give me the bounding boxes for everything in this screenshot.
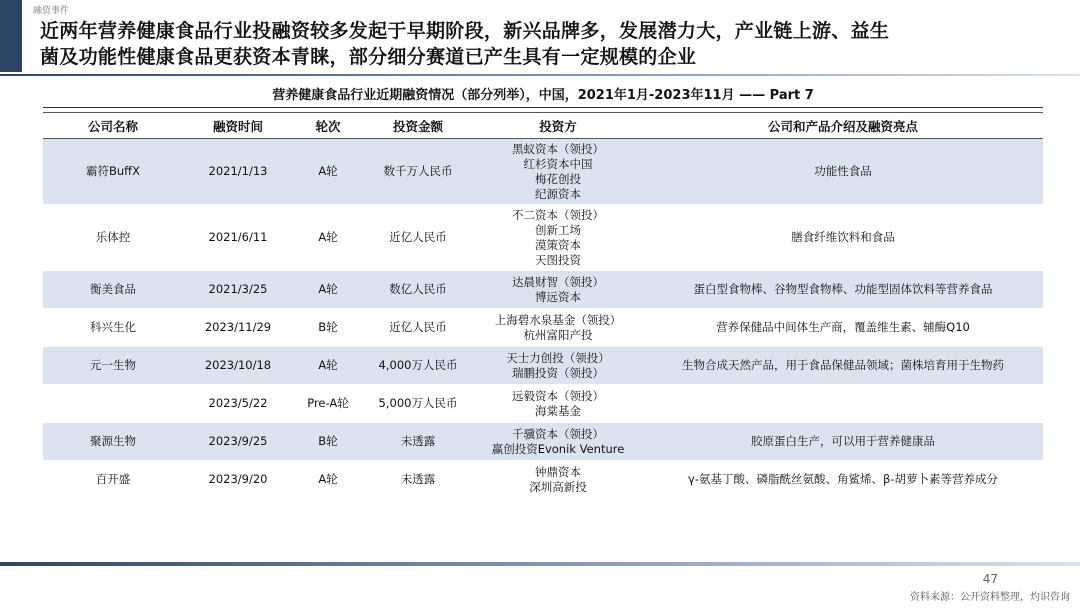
investor: 黑蚁资本（领投） <box>512 141 604 156</box>
cell-round: B轮 <box>293 309 363 347</box>
cell-date: 2023/11/29 <box>183 309 293 347</box>
table-row <box>43 309 1043 347</box>
cell-date: 2023/5/22 <box>183 385 293 423</box>
cell-round: A轮 <box>293 205 363 271</box>
investor: 天图投资 <box>535 252 581 267</box>
title-line-1: 近两年营养健康食品行业投融资较多发起于早期阶段，新兴品牌多，发展潜力大，产业链上游、益生 <box>40 20 890 42</box>
cell-amount: 未透露 <box>363 461 473 499</box>
cell-round: A轮 <box>293 271 363 309</box>
cell-round: A轮 <box>293 139 363 205</box>
cell-investors <box>473 347 643 385</box>
cell-investors <box>473 385 643 423</box>
investor: 海棠基金 <box>535 403 581 418</box>
cell-date: 2023/9/25 <box>183 423 293 461</box>
investor: 漠策资本 <box>535 237 581 252</box>
col-header-investors: 投资方 <box>473 113 643 139</box>
title-divider <box>0 74 1080 76</box>
cell-company: 科兴生化 <box>43 309 183 347</box>
investor: 钟鼎资本 <box>535 464 581 479</box>
cell-amount: 4,000万人民币 <box>363 347 473 385</box>
cell-amount: 近亿人民币 <box>363 205 473 271</box>
cell-investors <box>473 461 643 499</box>
cell-description: 生物合成天然产品，用于食品保健品领域；菌株培育用于生物药 <box>643 347 1043 385</box>
cell-description: 胶原蛋白生产，可以用于营养健康品 <box>643 423 1043 461</box>
col-header-description: 公司和产品介绍及融资亮点 <box>643 113 1043 139</box>
col-header-amount: 投资金额 <box>363 113 473 139</box>
cell-amount: 近亿人民币 <box>363 309 473 347</box>
cell-date: 2021/6/11 <box>183 205 293 271</box>
investor: 千骥资本（领投） <box>512 426 604 441</box>
table-row <box>43 205 1043 271</box>
investor: 创新工场 <box>535 222 581 237</box>
investor: 梅花创投 <box>535 171 581 186</box>
cell-date: 2023/10/18 <box>183 347 293 385</box>
table-row <box>43 271 1043 309</box>
cell-date: 2021/1/13 <box>183 139 293 205</box>
investor: 纪源资本 <box>535 186 581 201</box>
investor: 上海碧水泉基金（领投） <box>494 312 622 327</box>
cell-amount: 数千万人民币 <box>363 139 473 205</box>
cell-round: B轮 <box>293 423 363 461</box>
table-header-row <box>43 113 1043 139</box>
cell-amount: 数亿人民币 <box>363 271 473 309</box>
investor: 杭州富阳产投 <box>523 327 593 342</box>
page-number: 47 <box>982 572 998 586</box>
cell-description: 功能性食品 <box>643 139 1043 205</box>
col-header-round: 轮次 <box>293 113 363 139</box>
investor: 达晨财智（领投） <box>512 274 604 289</box>
cell-description: γ-氨基丁酸、磷脂酰丝氨酸、角鲨烯、β-胡萝卜素等营养成分 <box>643 461 1043 499</box>
cell-company <box>43 385 183 423</box>
cell-investors <box>473 139 643 205</box>
cell-date: 2023/9/20 <box>183 461 293 499</box>
investor: 博远资本 <box>535 289 581 304</box>
page-title <box>40 18 1060 70</box>
investor: 天士力创投（领投） <box>506 350 610 365</box>
caption-divider <box>43 107 1043 108</box>
cell-company: 聚源生物 <box>43 423 183 461</box>
cell-round: Pre-A轮 <box>293 385 363 423</box>
cell-company: 乐体控 <box>43 205 183 271</box>
table-row <box>43 423 1043 461</box>
table-row <box>43 139 1043 205</box>
source-note: 资料来源：公开资料整理，灼识咨询 <box>910 592 1070 603</box>
investor: 不二资本（领投） <box>512 207 604 222</box>
col-header-company: 公司名称 <box>43 113 183 139</box>
cell-round: A轮 <box>293 347 363 385</box>
cell-investors <box>473 271 643 309</box>
investor: 赢创投资Evonik Venture <box>491 441 625 456</box>
cell-investors <box>473 309 643 347</box>
financing-table <box>43 112 1043 499</box>
cell-amount: 未透露 <box>363 423 473 461</box>
investor: 深圳高新投 <box>529 479 587 494</box>
section-tag: 融资事件 <box>33 6 70 16</box>
cell-investors <box>473 205 643 271</box>
cell-company: 霸符BuffX <box>43 139 183 205</box>
table-caption: 营养健康食品行业近期融资情况（部分列举），中国，2021年1月-2023年11月 —— Part 7 <box>272 88 814 103</box>
cell-investors <box>473 423 643 461</box>
title-line-2: 菌及功能性健康食品更获资本青睐，部分细分赛道已产生具有一定规模的企业 <box>40 46 697 68</box>
cell-company: 衡美食品 <box>43 271 183 309</box>
cell-amount: 5,000万人民币 <box>363 385 473 423</box>
cell-company: 百开盛 <box>43 461 183 499</box>
footer-divider <box>0 562 1080 566</box>
cell-description: 蛋白型食物棒、谷物型食物棒、功能型固体饮料等营养食品 <box>643 271 1043 309</box>
table-row <box>43 385 1043 423</box>
table-row <box>43 347 1043 385</box>
cell-company: 元一生物 <box>43 347 183 385</box>
investor: 红杉资本中国 <box>523 156 593 171</box>
cell-date: 2021/3/25 <box>183 271 293 309</box>
table-row <box>43 461 1043 499</box>
cell-description <box>643 385 1043 423</box>
accent-bar <box>0 0 22 72</box>
cell-description: 膳食纤维饮料和食品 <box>643 205 1043 271</box>
investor: 瑞鹏投资（领投） <box>512 365 604 380</box>
investor: 远毅资本（领投） <box>512 388 604 403</box>
cell-round: A轮 <box>293 461 363 499</box>
col-header-date: 融资时间 <box>183 113 293 139</box>
cell-description: 营养保健品中间体生产商，覆盖维生素、辅酶Q10 <box>643 309 1043 347</box>
